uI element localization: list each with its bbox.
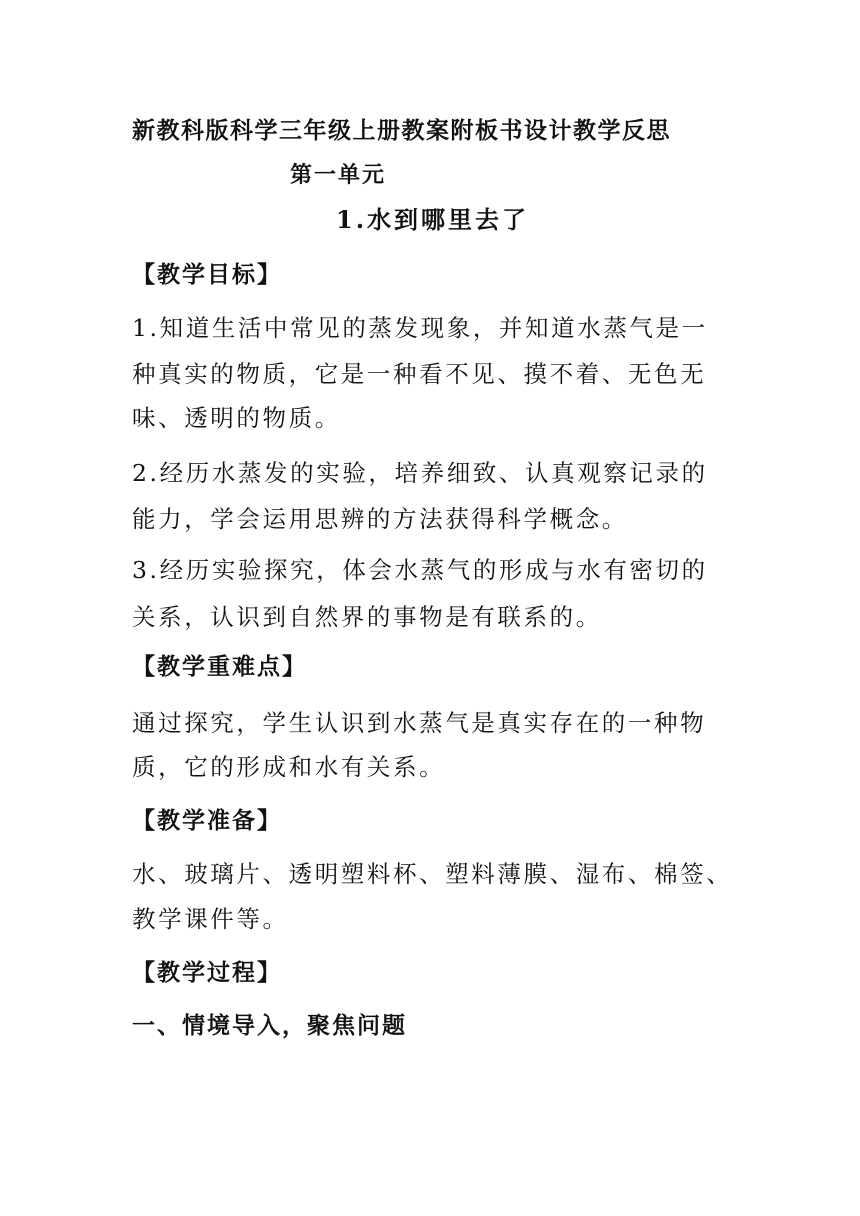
key-points-line-1: 通过探究，学生认识到水蒸气是真实存在的一种物 [132,709,707,737]
objectives-line-3: 味、透明的物质。 [132,404,341,432]
document-title: 新教科版科学三年级上册教案附板书设计教学反思 [132,118,671,144]
section-heading-preparation: 【教学准备】 [132,808,282,834]
section-heading-process: 【教学过程】 [132,960,282,986]
lesson-title: 1.水到哪里去了 [336,205,530,234]
section-heading-objectives: 【教学目标】 [132,262,282,288]
objectives-line-7: 关系，认识到自然界的事物是有联系的。 [132,603,602,631]
key-points-line-2: 质，它的形成和水有关系。 [132,753,446,781]
process-subheading: 一、情境导入，聚焦问题 [132,1013,407,1039]
section-heading-key-points: 【教学重难点】 [132,654,307,680]
preparation-line-1: 水、玻璃片、透明塑料杯、塑料薄膜、湿布、棉签、 [132,860,733,888]
unit-heading: 第一单元 [290,163,387,188]
objectives-line-4: 2.经历水蒸发的实验，培养细致、认真观察记录的 [132,459,708,487]
objectives-line-6: 3.经历实验探究，体会水蒸气的形成与水有密切的 [132,556,708,584]
objectives-line-5: 能力，学会运用思辨的方法获得科学概念。 [132,505,628,533]
preparation-line-2: 教学课件等。 [132,905,289,933]
objectives-line-2: 种真实的物质，它是一种看不见、摸不着、无色无 [132,360,707,388]
objectives-line-1: 1.知道生活中常见的蒸发现象，并知道水蒸气是一 [132,314,708,342]
